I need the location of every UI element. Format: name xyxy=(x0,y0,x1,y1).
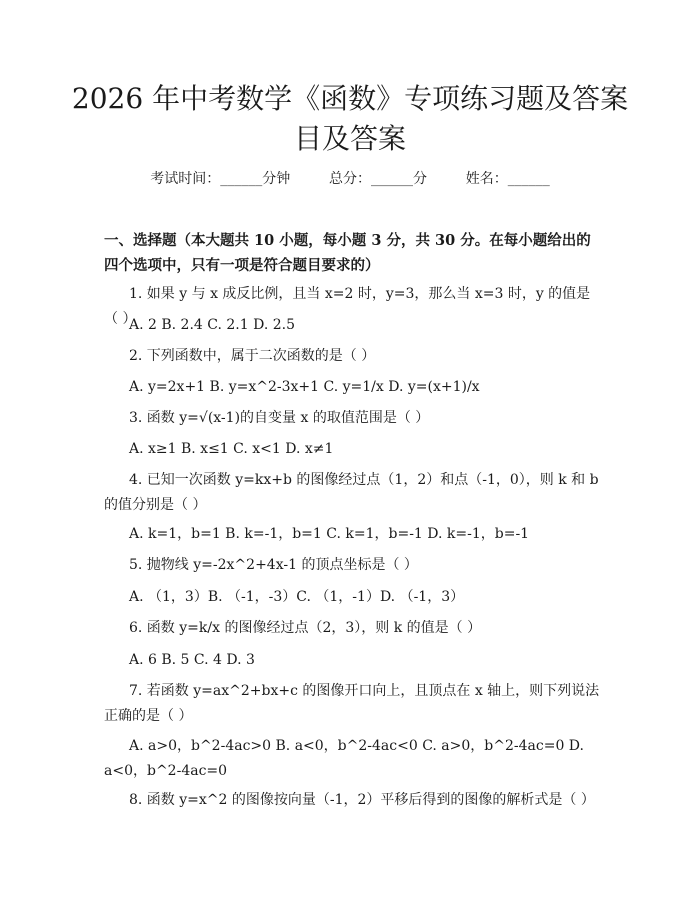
question-text: 3. 函数 y=√(x-1)的自变量 x 的取值范围是（ ） xyxy=(129,410,430,426)
exam-info-row xyxy=(0,168,700,188)
total-score-unit: 分 xyxy=(413,171,427,187)
options-text: A. k=1，b=1 B. k=-1，b=1 C. k=1，b=-1 D. k=-1，b=-1 xyxy=(129,526,530,542)
options-text: A. a>0，b^2-4ac>0 B. a<0，b^2-4ac<0 C. a>0，b^2-4ac=0 D. a<0，b^2-4ac=0 xyxy=(104,738,584,779)
options-text: A. y=2x+1 B. y=x^2-3x+1 C. y=1/x D. y=(x+1)/x xyxy=(129,379,480,395)
name-blank: ______ xyxy=(507,171,550,187)
question-text: 5. 抛物线 y=-2x^2+4x-1 的顶点坐标是（ ） xyxy=(129,557,418,573)
options-text: A. x≥1 B. x≤1 C. x<1 D. x≠1 xyxy=(129,441,334,457)
question-6-options xyxy=(104,648,604,673)
question-7-options xyxy=(104,734,604,784)
question-3-options xyxy=(104,437,604,462)
question-2 xyxy=(104,344,604,369)
question-5-options xyxy=(104,585,604,610)
exam-time-unit: 分钟 xyxy=(262,171,291,187)
question-6 xyxy=(104,616,604,641)
name-label: 姓名： xyxy=(465,171,508,187)
question-7 xyxy=(104,679,604,729)
question-3 xyxy=(104,406,604,431)
question-text: 1. 如果 y 与 x 成反比例，且当 x=2 时，y=3，那么当 x=3 时，y 的值是（ ） xyxy=(104,286,591,327)
options-text: A. 2 B. 2.4 C. 2.1 D. 2.5 xyxy=(129,317,295,333)
options-text: A. （1，3）B. （-1，-3）C. （1，-1）D. （-1，3） xyxy=(129,589,465,605)
total-score-label: 总分： xyxy=(329,171,371,187)
question-text: 7. 若函数 y=ax^2+bx+c 的图像开口向上，且顶点在 x 轴上，则下列说法正确的是（ ） xyxy=(104,683,600,724)
exam-time-blank: ______ xyxy=(220,171,263,187)
question-4-options xyxy=(104,522,604,547)
question-4 xyxy=(104,468,604,518)
document-title-line1: 2026 年中考数学《函数》专项练习题及答案 xyxy=(71,82,629,115)
question-text: 2. 下列函数中，属于二次函数的是（ ） xyxy=(129,348,376,364)
exam-time-label: 考试时间： xyxy=(150,171,221,187)
question-text: 6. 函数 y=k/x 的图像经过点（2，3），则 k 的值是（ ） xyxy=(129,620,482,636)
section-heading: 一、选择题（本大题共 10 小题，每小题 3 分，共 30 分。在每小题给出的四个选项中，只有一项是符合题目要求的） xyxy=(104,232,591,274)
question-5 xyxy=(104,553,604,578)
question-2-options xyxy=(104,375,604,400)
total-score-blank: ______ xyxy=(371,171,413,187)
question-8 xyxy=(104,788,604,813)
question-text: 8. 函数 y=x^2 的图像按向量（-1，2）平移后得到的图像的解析式是（ ） xyxy=(129,792,595,808)
options-text: A. 6 B. 5 C. 4 D. 3 xyxy=(129,652,255,668)
question-1-options xyxy=(104,313,604,338)
document-title-line2: 目及答案 xyxy=(293,122,406,155)
question-text: 4. 已知一次函数 y=kx+b 的图像经过点（1，2）和点（-1，0），则 k 和 b 的值分别是（ ） xyxy=(104,472,599,513)
